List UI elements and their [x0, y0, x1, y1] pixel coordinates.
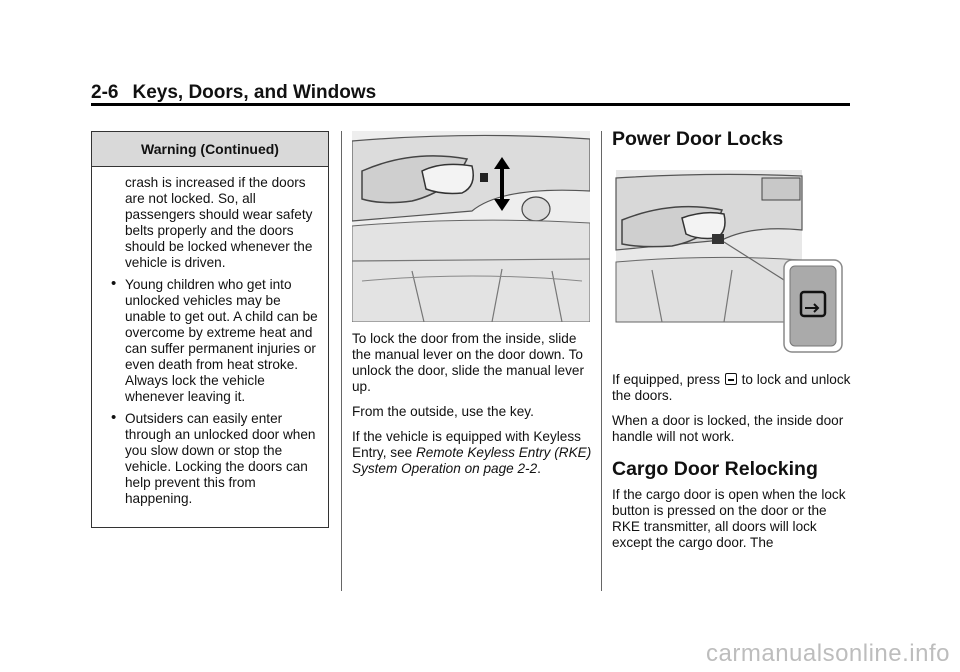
door-manual-lock-illustration	[352, 131, 590, 322]
power-door-locks-heading: Power Door Locks	[612, 128, 784, 150]
warning-bullet	[111, 409, 320, 507]
paragraph-text: .	[537, 461, 541, 476]
paragraph-outside-key: From the outside, use the key.	[352, 404, 534, 419]
bullet-icon: •	[111, 409, 117, 426]
header-rule	[91, 103, 850, 106]
warning-bullet-text: Outsiders can easily enter through an unlocked door when you slow down or stop the vehicle. Locking the doors can help prevent this from happening.	[125, 411, 316, 506]
paragraph-cargo-relocking: If the cargo door is open when the lock button is pressed on the door or the RKE transmitter, all doors will lock except the cargo door. The	[612, 487, 846, 550]
column-2-text	[352, 331, 594, 486]
bullet-icon: •	[111, 275, 117, 292]
column-3-text	[612, 372, 857, 560]
paragraph-inside-handle: When a door is locked, the inside door handle will not work.	[612, 413, 844, 444]
warning-intro: crash is increased if the doors are not locked. So, all passengers should wear safety belts properly and the doors should be locked whenever the vehicle is driven.	[125, 175, 313, 270]
warning-bullet	[111, 275, 320, 405]
watermark: carmanualsonline.info	[706, 640, 950, 667]
paragraph-lock-inside: To lock the door from the inside, slide the manual lever on the door down. To unlock the door, slide the manual lever up.	[352, 331, 584, 394]
cargo-door-relocking-heading: Cargo Door Relocking	[612, 458, 818, 480]
paragraph-text: to lock and unlock the doors.	[612, 372, 851, 403]
paragraph-keyless-entry	[352, 429, 594, 477]
warning-box	[91, 131, 329, 528]
section-title: Keys, Doors, and Windows	[132, 82, 377, 103]
paragraph-text: If equipped, press	[612, 372, 724, 387]
page-number: 2-6	[91, 82, 119, 103]
paragraph-power-lock	[612, 372, 857, 404]
paragraph-text: If the vehicle is equipped with Keyless Entry, see	[352, 429, 581, 460]
door-lock-icon	[725, 373, 737, 385]
rke-reference-link[interactable]: Remote Keyless Entry (RKE) System Operation on page 2-2	[352, 445, 592, 476]
warning-body	[92, 167, 328, 507]
power-lock-switch-illustration	[612, 170, 844, 358]
column-divider-1	[341, 131, 342, 591]
page-header	[91, 82, 376, 104]
column-divider-2	[601, 131, 602, 591]
warning-bullet-text: Young children who get into unlocked vehicles may be unable to get out. A child can be overcome by extreme heat and can suffer permanent injuries or even death from heat stroke. Always lock the vehicle whenever leaving it.	[125, 277, 318, 404]
warning-title: Warning (Continued)	[92, 132, 328, 167]
